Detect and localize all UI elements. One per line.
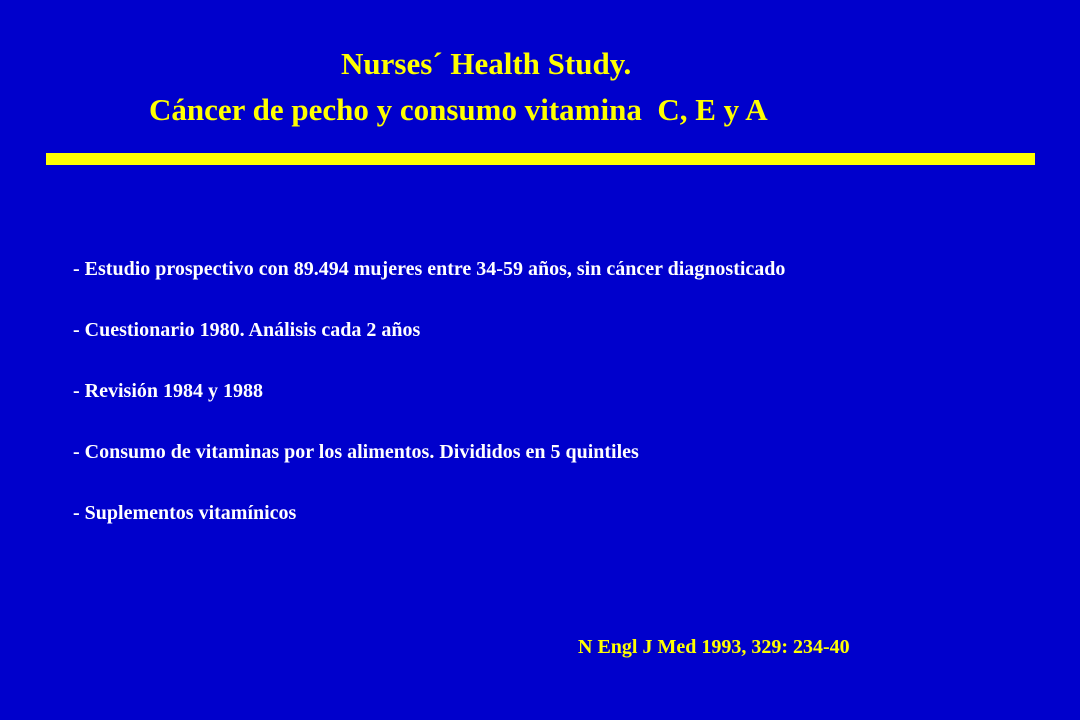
slide-title-line-2: Cáncer de pecho y consumo vitamina C, E y A (149, 92, 768, 127)
bullet-item: - Estudio prospectivo con 89.494 mujeres entre 34-59 años, sin cáncer diagnosticado (73, 258, 786, 280)
bullet-item: - Cuestionario 1980. Análisis cada 2 años (73, 319, 421, 341)
bullet-list (73, 254, 785, 559)
bullet-item: - Suplementos vitamínicos (73, 502, 297, 524)
bullet-item: - Revisión 1984 y 1988 (73, 380, 263, 402)
slide-title-line-1: Nurses´ Health Study. (341, 46, 632, 81)
bullet-item: - Consumo de vitaminas por los alimentos. Divididos en 5 quintiles (73, 441, 639, 463)
citation: N Engl J Med 1993, 329: 234-40 (578, 636, 850, 658)
title-divider (46, 153, 1035, 165)
